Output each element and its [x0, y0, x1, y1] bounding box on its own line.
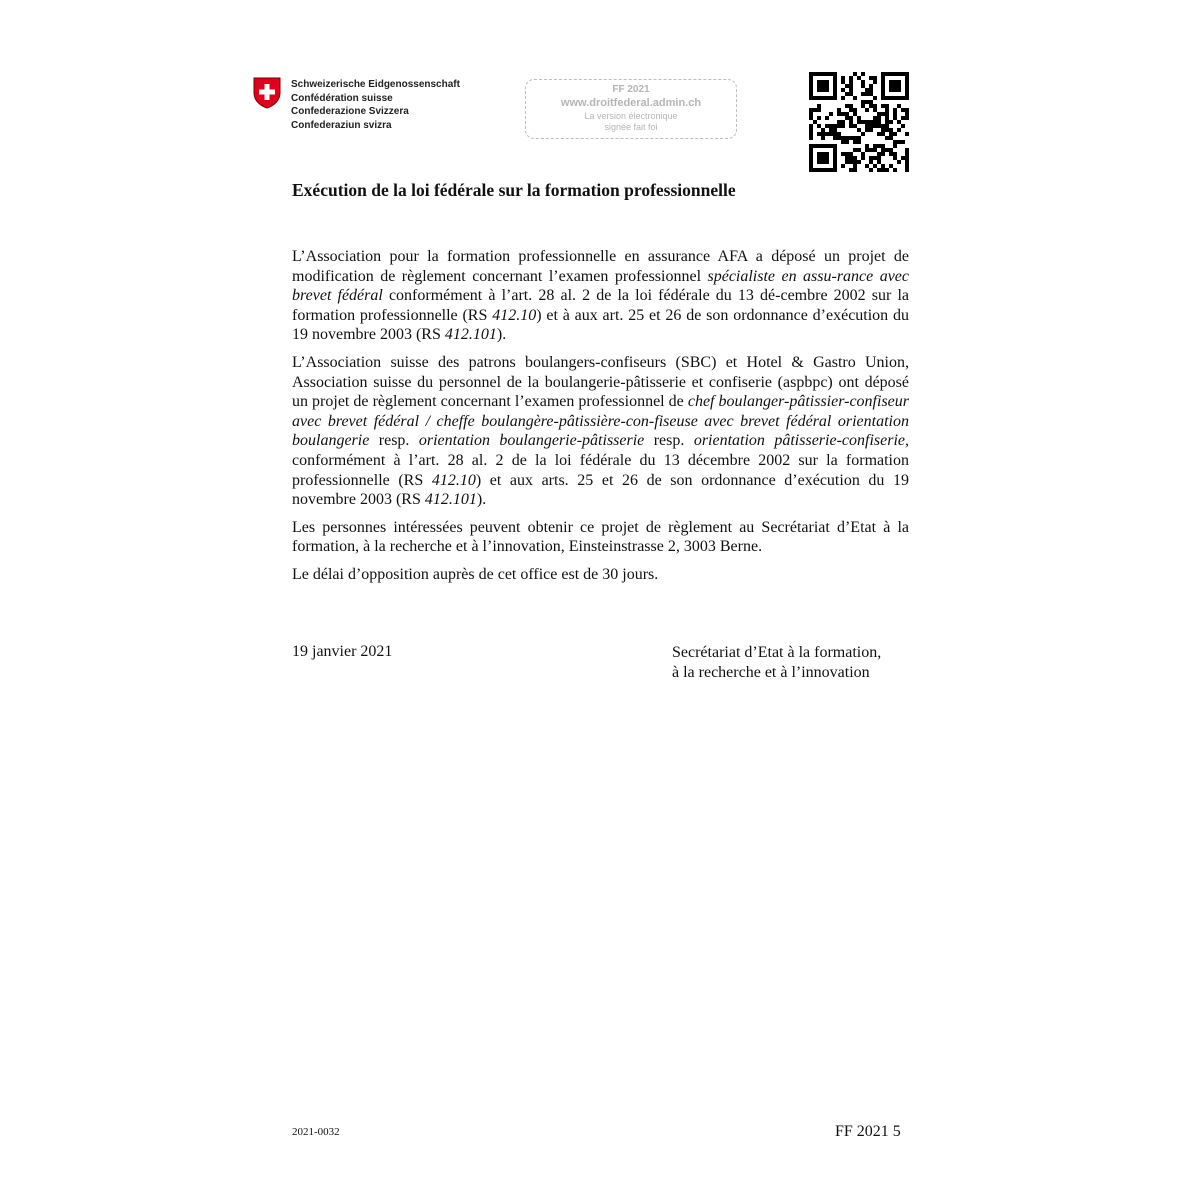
text-run: L’Association suisse des patrons boulangers-confiseurs (SBC) et Hotel & Gastro Union, Association suisse du personnel de la boulangerie-pâtisserie et confiserie (aspbpc) ont déposé un projet de règlement concernant l’examen professionnel de: [292, 353, 909, 411]
text-run: conformément à l’art. 28 al. 2 de la loi fédérale du 13 dé-cembre 2002 sur la formation professionnelle (RS: [292, 287, 910, 324]
text-run: orientation boulangerie-pâtisserie: [418, 432, 645, 450]
document-number: 2021-0032: [292, 1126, 340, 1138]
paragraph-3: [292, 518, 909, 557]
text-run: L’Association pour la formation professionnelle en assurance AFA a déposé un projet de modification de règlement concernant l’examen professionnel: [292, 248, 909, 285]
paragraph-4: [292, 565, 909, 585]
paragraph-2: [292, 353, 909, 510]
sender-line-1: Secrétariat d’Etat à la formation,: [672, 644, 882, 661]
text-run: ) et à aux art. 25 et 26 de son ordonnance d’exécution du 19 novembre 2003 (RS: [292, 306, 909, 344]
paragraph-1: [292, 247, 909, 345]
text-run: Le délai d’opposition auprès de cet office est de 30 jours.: [292, 565, 659, 583]
org-name-de: Schweizerische Eidgenossenschaft: [291, 79, 460, 90]
text-run: Les personnes intéressées peuvent obtenir ce projet de règlement au Secrétariat d’Etat à la formation, à la recherche et à l’innovation, Einsteinstrasse 2, 3003 Berne.: [292, 518, 909, 556]
text-run: 412.101: [444, 326, 497, 344]
stamp-line-1: FF 2021: [612, 84, 650, 95]
swiss-cross-icon: [253, 77, 281, 109]
stamp-line-3: La version électronique: [584, 111, 678, 121]
org-name-it: Confederazione Svizzera: [291, 106, 409, 118]
sender-line-2: à la recherche et à l’innovation: [672, 663, 870, 681]
text-run: ) et aux arts. 25 et 26 de son ordonnance d’exécution du 19 novembre 2003 (RS: [292, 471, 909, 509]
text-run: chef boulanger-pâtissier-confiseur avec brevet fédéral / cheffe boulangère-pâtissière-con-fiseuse avec brevet fédéral orientation boulangerie: [292, 393, 909, 450]
stamp-line-2: www.droitfederal.admin.ch: [560, 97, 702, 109]
org-name-rm: Confederaziun svizra: [291, 119, 392, 131]
text-run: 412.10: [431, 471, 476, 489]
text-run: resp.: [369, 432, 419, 450]
text-run: 412.101: [424, 491, 477, 509]
sender-block: [672, 643, 881, 682]
electronic-version-stamp: [525, 79, 737, 139]
publication-date: 19 janvier 2021: [292, 643, 393, 660]
text-run: spécialiste en assu-rance avec brevet fédéral: [292, 267, 910, 305]
text-run: conformément à l’art. 28 al. 2 de la loi fédérale du 13 décembre 2002 sur la formation professionnelle (RS: [292, 451, 909, 489]
document-body: [292, 247, 909, 593]
page-title: Exécution de la loi fédérale sur la formation professionnelle: [292, 180, 736, 200]
stamp-line-4: signée fait foi: [604, 122, 658, 132]
org-name-fr: Confédération suisse: [291, 92, 393, 104]
text-run: orientation pâtisserie-confiserie,: [693, 432, 909, 450]
qr-code-icon: [809, 72, 909, 172]
text-run: resp.: [644, 432, 694, 450]
page-reference: FF 2021 5: [835, 1123, 901, 1140]
text-run: ).: [476, 491, 487, 509]
confederation-names: [291, 78, 460, 132]
text-run: ).: [496, 326, 507, 344]
text-run: 412.10: [492, 306, 537, 324]
